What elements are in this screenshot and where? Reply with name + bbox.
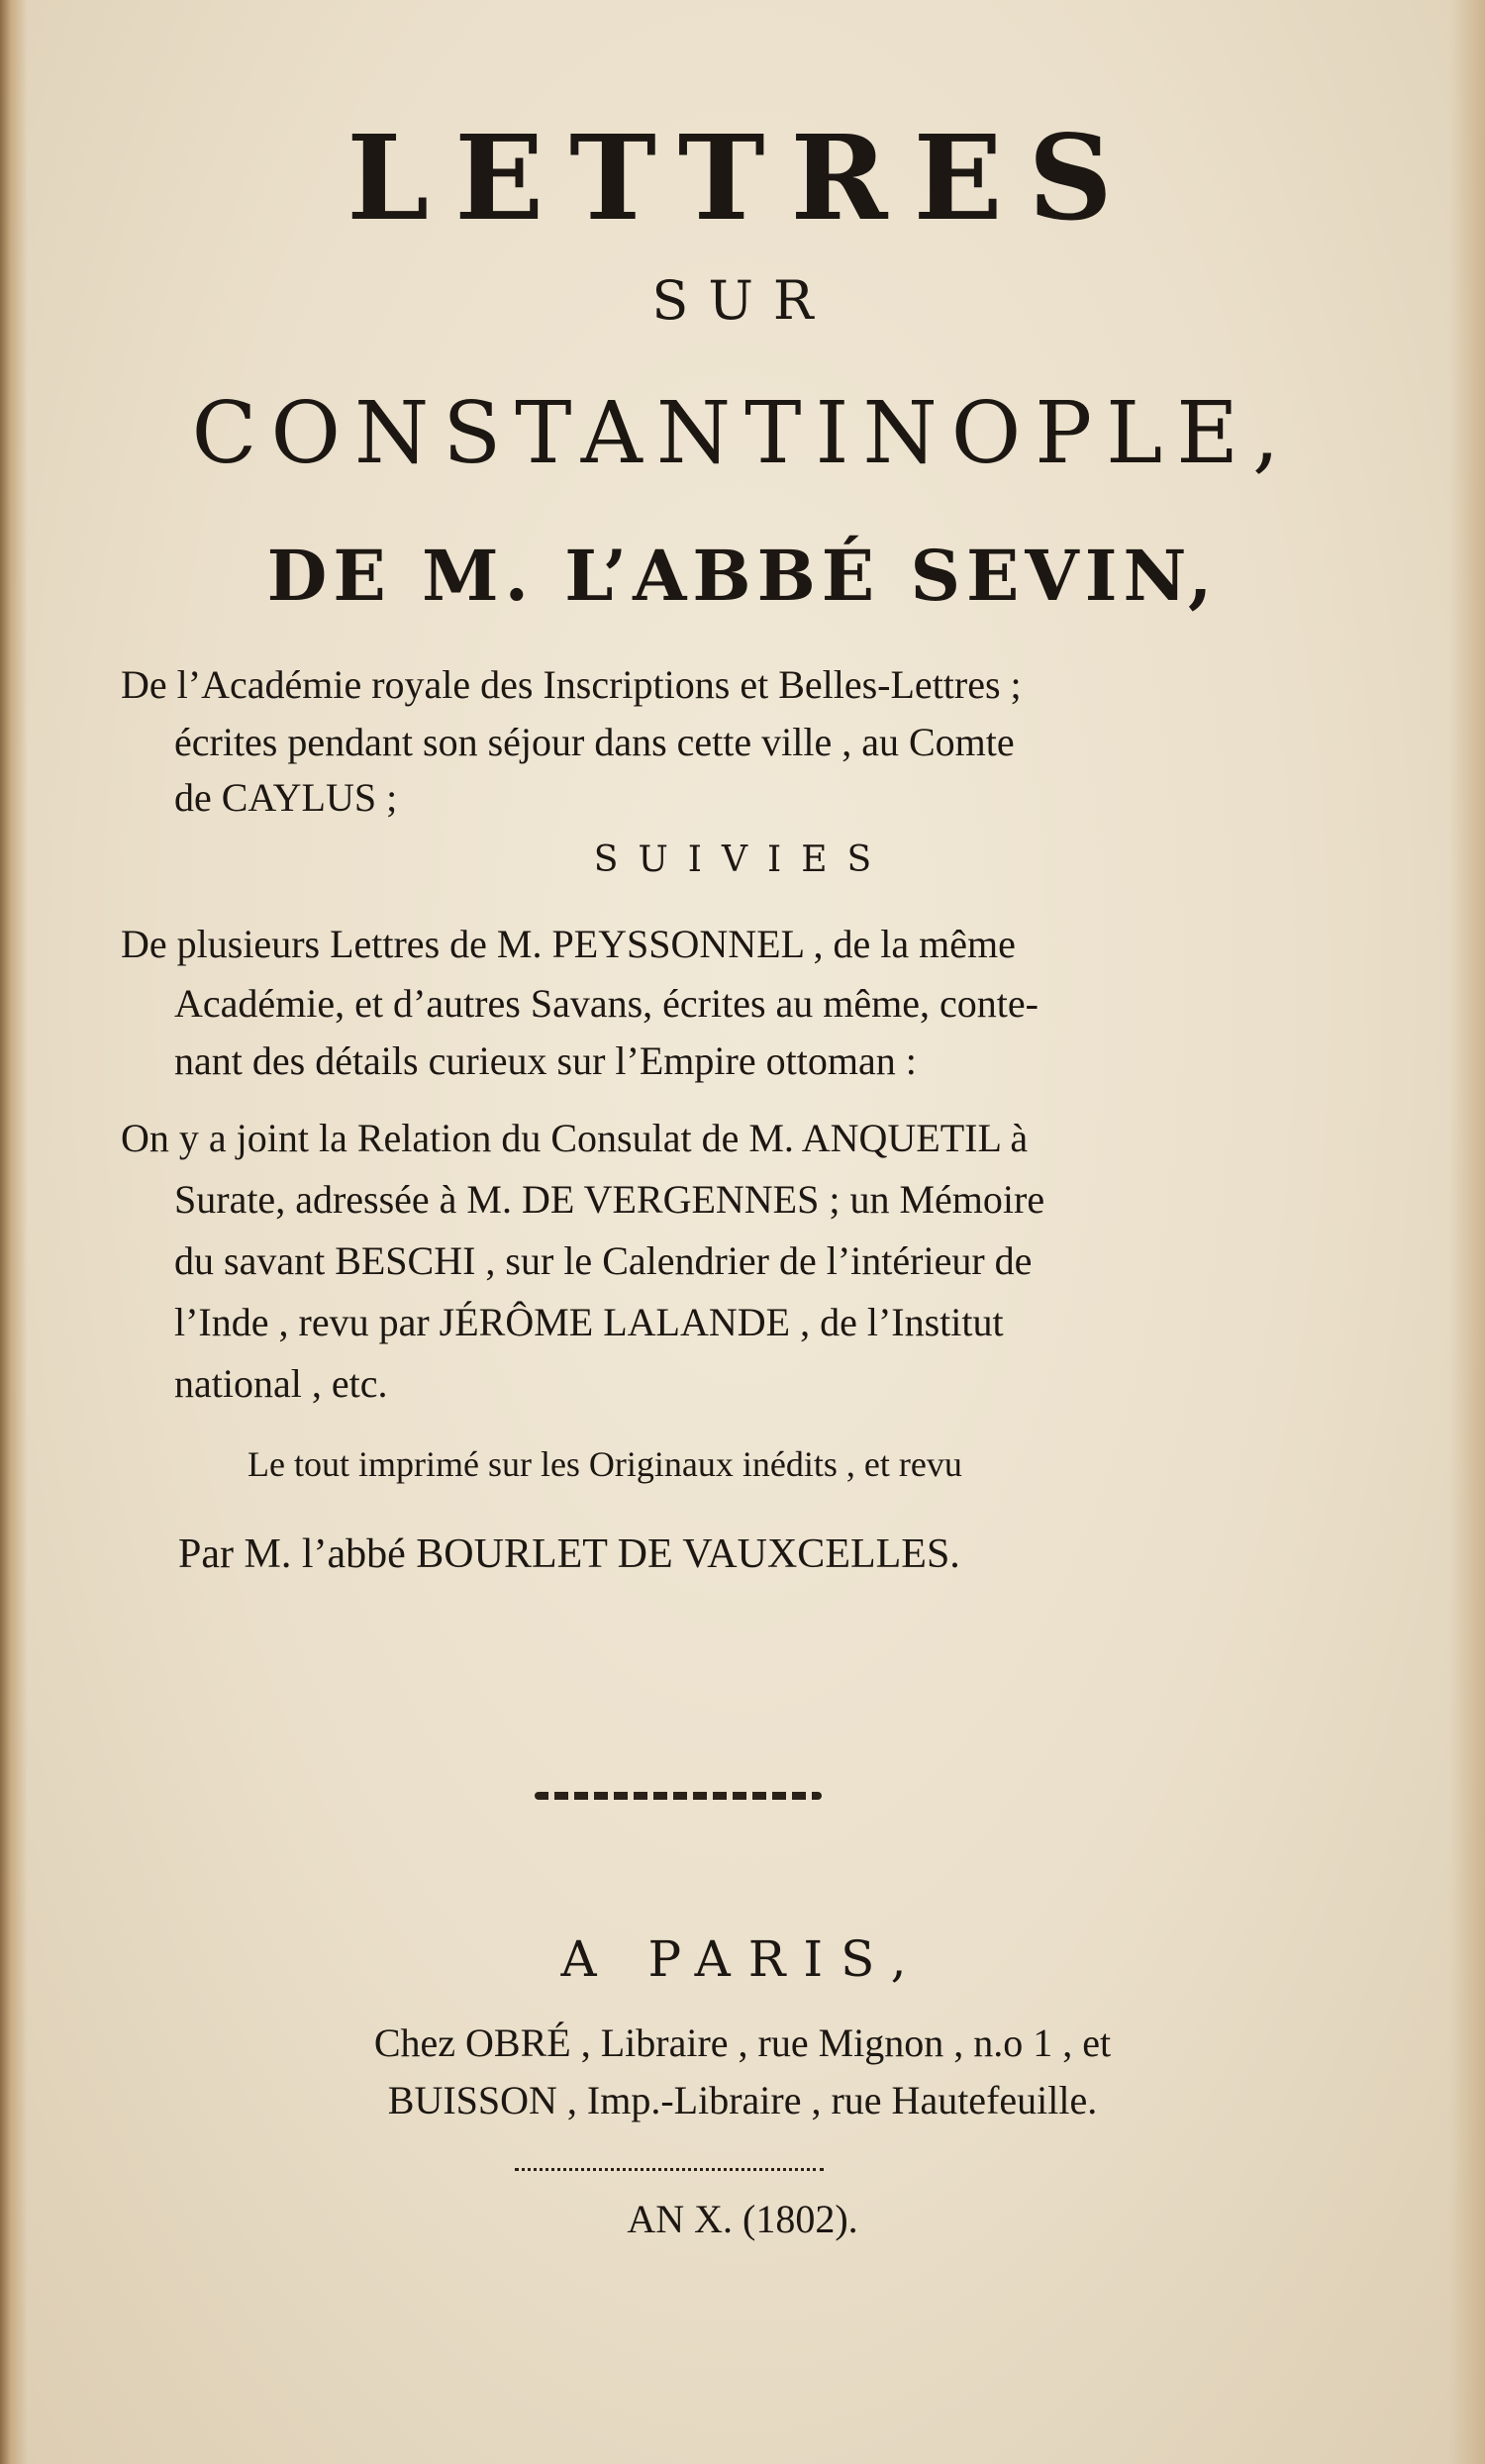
- publication-date: AN X. (1802).: [627, 2197, 858, 2241]
- editor-line: Par M. l’abbé BOURLET DE VAUXCELLES.: [178, 1531, 960, 1577]
- author-desc-line-2: écrites pendant son séjour dans cette ville , au Comte: [174, 720, 1015, 764]
- anquetil-line-4: l’Inde , revu par JÉRÔME LALANDE , de l’Institut: [174, 1300, 1004, 1344]
- imprint-line-1: Chez OBRÉ , Libraire , rue Mignon , n.o 1 , et: [373, 2020, 1112, 2065]
- anquetil-line-5: national , etc.: [174, 1361, 388, 1406]
- originals-note: Le tout imprimé sur les Originaux inédits , et revu: [248, 1444, 962, 1484]
- anquetil-line-3: du savant BESCHI , sur le Calendrier de l’intérieur de: [174, 1238, 1033, 1283]
- peyssonnel-line-2: Académie, et d’autres Savans, écrites au même, conte-: [174, 981, 1039, 1026]
- publication-place: A PARIS,: [560, 1930, 925, 1988]
- book-author: DE M. L’ABBÉ SEVIN,: [266, 535, 1219, 617]
- author-desc-line-3: de CAYLUS ;: [174, 775, 398, 820]
- author-desc-line-1: De l’Académie royale des Inscriptions et Belles-Lettres ;: [121, 662, 1022, 707]
- book-title: LETTRES: [346, 109, 1138, 246]
- ornament-rule-top: [535, 1792, 822, 1800]
- anquetil-line-1: On y a joint la Relation du Consulat de M. ANQUETIL à: [121, 1116, 1029, 1160]
- book-subject: CONSTANTINOPLE,: [191, 384, 1294, 483]
- suivies-heading: SUIVIES: [593, 839, 892, 880]
- peyssonnel-line-1: De plusieurs Lettres de M. PEYSSONNEL , de la même: [121, 922, 1016, 966]
- anquetil-line-2: Surate, adressée à M. DE VERGENNES ; un Mémoire: [174, 1177, 1045, 1222]
- title-connector: SUR: [651, 269, 834, 332]
- imprint-line-2: BUISSON , Imp.-Libraire , rue Hautefeuille.: [387, 2078, 1098, 2122]
- peyssonnel-line-3: nant des détails curieux sur l’Empire ottoman :: [174, 1038, 917, 1083]
- ornament-rule-bottom: [515, 2168, 824, 2171]
